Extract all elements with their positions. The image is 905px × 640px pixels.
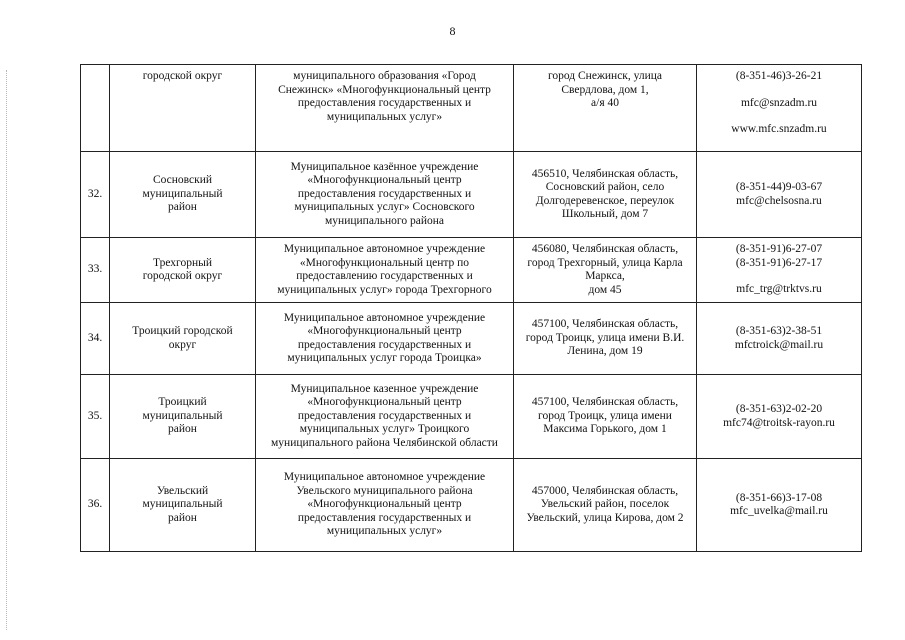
district-line: район: [168, 201, 197, 214]
address-cell: [514, 303, 697, 375]
address-line: Долгодеревенское, переулок: [535, 194, 675, 207]
organization-cell: [256, 459, 514, 552]
row-number-cell: 36.: [81, 459, 110, 552]
email-address: mfc@chelsosna.ru: [736, 194, 822, 207]
email-address: mfctroick@mail.ru: [734, 338, 824, 351]
organization-line: предоставлению государственных и: [296, 270, 473, 282]
organization-line: Муниципальное автономное учреждение: [283, 471, 486, 484]
district-line: Троицкий: [158, 396, 207, 409]
address-line: 456510, Челябинская область,: [531, 167, 679, 180]
table-row: [81, 238, 862, 303]
district-cell: [110, 375, 256, 459]
phone-number: (8-351-46)3-26-21: [735, 70, 823, 82]
website-address: www.mfc.snzadm.ru: [731, 123, 827, 135]
organization-line: муниципальных услуг»: [326, 110, 443, 123]
organization-cell: [256, 152, 514, 238]
address-line: город Троицк, улица имени В.И.: [525, 331, 685, 344]
organization-line: «Многофункциональный центр по: [299, 256, 470, 269]
address-line: Увельский район, поселок: [540, 498, 670, 511]
phone-number: (8-351-63)2-38-51: [735, 325, 823, 337]
phone-number: (8-351-91)6-27-07: [735, 243, 823, 256]
district-cell: [110, 459, 256, 552]
contacts-cell: [697, 152, 862, 238]
contacts-cell: [697, 65, 862, 152]
organization-line: муниципальных услуг»: [326, 525, 443, 538]
row-number-cell: 35.: [81, 375, 110, 459]
organization-line: предоставления государственных и: [297, 511, 472, 524]
organization-line: муниципальных услуг» Сосновского: [294, 201, 475, 214]
district-line: Увельский: [156, 484, 209, 497]
address-cell: [514, 65, 697, 152]
table-row: [81, 375, 862, 459]
organization-line: Увельского муниципального района: [296, 484, 473, 497]
scan-edge-mark: [6, 70, 8, 630]
organization-cell: [256, 375, 514, 459]
organization-line: предоставления государственных и: [297, 187, 472, 200]
contacts-cell: [697, 303, 862, 375]
address-line: 456080, Челябинская область,: [531, 243, 679, 255]
address-line: Свердлова, дом 1,: [561, 83, 649, 96]
district-line: муниципальный: [142, 187, 223, 200]
address-line: Ленина, дом 19: [567, 345, 643, 358]
district-line: муниципальный: [142, 498, 223, 511]
organization-line: Муниципальное казенное учреждение: [290, 382, 479, 395]
address-cell: [514, 375, 697, 459]
address-line: Сосновский район, село: [545, 181, 665, 193]
address-line: дом 45: [588, 283, 622, 296]
organization-line: предоставления государственных и: [297, 97, 472, 109]
organization-line: предоставления государственных и: [297, 338, 472, 351]
page-number: 8: [449, 24, 456, 38]
address-line: Увельский, улица Кирова, дом 2: [526, 511, 684, 524]
organization-line: «Многофункциональный центр: [307, 325, 462, 337]
district-line: Сосновский: [152, 174, 213, 187]
address-line: Школьный, дом 7: [561, 208, 649, 220]
email-address: mfc@snzadm.ru: [740, 96, 818, 109]
row-number-cell: 32.: [81, 152, 110, 238]
address-cell: [514, 238, 697, 303]
row-number-cell: 34.: [81, 303, 110, 375]
line-gap: [701, 270, 857, 283]
row-number-cell: 33.: [81, 238, 110, 303]
phone-number: (8-351-44)9-03-67: [735, 181, 823, 193]
organization-line: муниципальных услуг города Троицка»: [287, 352, 482, 364]
organization-cell: [256, 238, 514, 303]
address-line: Максима Горького, дом 1: [543, 423, 667, 436]
table-row: [81, 459, 862, 552]
contacts-cell: [697, 238, 862, 303]
district-line: Троицкий городской: [132, 325, 233, 337]
organization-line: Муниципальное казённое учреждение: [290, 160, 479, 173]
table-row: [81, 303, 862, 375]
address-line: город Трехгорный, улица Карла: [527, 256, 683, 269]
address-line: а/я 40: [591, 97, 619, 109]
organization-line: Муниципальное автономное учреждение: [283, 243, 486, 255]
organization-line: «Многофункциональный центр: [307, 174, 462, 187]
organization-line: муниципального образования «Город: [293, 70, 476, 82]
phone-number: (8-351-91)6-27-17: [735, 256, 823, 269]
table-body: [81, 65, 862, 552]
contacts-cell: [697, 375, 862, 459]
organization-line: «Многофункциональный центр: [307, 498, 462, 511]
contacts-cell: [697, 459, 862, 552]
address-cell: [514, 459, 697, 552]
row-number-cell: [81, 65, 110, 152]
district-cell: [110, 65, 256, 152]
organization-line: муниципального района Челябинской области: [271, 436, 498, 449]
line-gap: [701, 84, 857, 97]
address-line: город Троицк, улица имени: [538, 409, 672, 422]
organization-line: муниципального района: [325, 214, 444, 227]
organization-line: «Многофункциональный центр: [307, 396, 462, 409]
organization-line: Муниципальное автономное учреждение: [283, 311, 486, 324]
district-line: Трехгорный: [152, 256, 212, 269]
mfc-registry-table: [80, 64, 862, 552]
district-cell: [110, 303, 256, 375]
organization-line: муниципальных услуг» Троицкого: [299, 423, 470, 436]
address-line: Маркса,: [585, 270, 625, 282]
district-line: городской округ: [142, 70, 223, 82]
district-line: район: [168, 511, 197, 524]
address-line: 457100, Челябинская область,: [531, 396, 679, 409]
district-line: муниципальный: [142, 409, 223, 422]
table-row: [81, 152, 862, 238]
address-line: 457100, Челябинская область,: [531, 318, 679, 331]
organization-line: муниципальных услуг» города Трехгорного: [277, 283, 492, 296]
email-address: mfc_trg@trktvs.ru: [736, 283, 822, 296]
district-line: городской округ: [142, 270, 223, 282]
organization-cell: [256, 65, 514, 152]
district-cell: [110, 152, 256, 238]
table-row: [81, 65, 862, 152]
address-line: город Снежинск, улица: [547, 70, 663, 82]
email-address: mfc74@troitsk-rayon.ru: [723, 416, 835, 429]
address-cell: [514, 152, 697, 238]
organization-cell: [256, 303, 514, 375]
phone-number: (8-351-63)2-02-20: [735, 403, 823, 415]
email-address: mfc_uvelka@mail.ru: [730, 505, 828, 517]
district-cell: [110, 238, 256, 303]
organization-line: Снежинск» «Многофункциональный центр: [278, 83, 491, 96]
district-line: округ: [168, 338, 197, 351]
organization-line: предоставления государственных и: [297, 409, 472, 422]
district-line: район: [168, 423, 197, 436]
phone-number: (8-351-66)3-17-08: [735, 491, 823, 504]
line-gap: [701, 110, 857, 123]
address-line: 457000, Челябинская область,: [531, 484, 679, 497]
